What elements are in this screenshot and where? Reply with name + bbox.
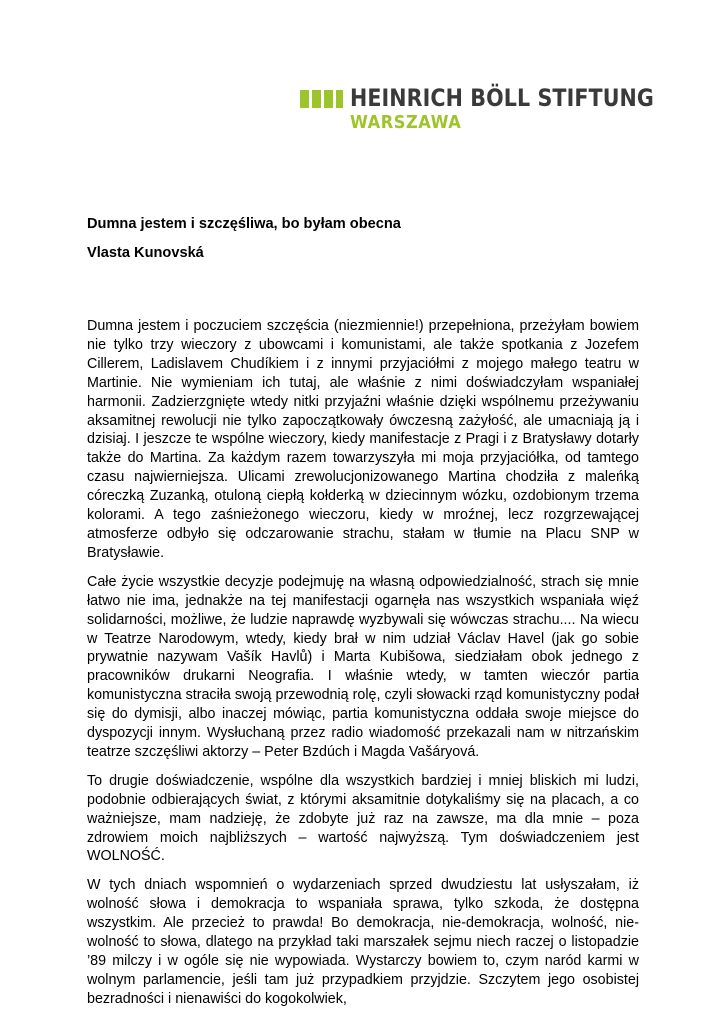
logo-city: WARSZAWA bbox=[350, 112, 462, 133]
document-author: Vlasta Kunovská bbox=[87, 245, 204, 261]
document-body bbox=[87, 317, 639, 1019]
logo-name: HEINRICH BÖLL STIFTUNG bbox=[350, 84, 654, 112]
body-paragraph: To drugie doświadczenie, wspólne dla wszystkich bardziej i mniej bliskich mi ludzi, podobnie odbierających świat, z którymi aksamitnie dotykaliśmy się na placach, a co ważniejsze, mam nadzieję, że zdobyte już raz na zawsze, ma dla mnie – poza zdrowiem moich najbliższych – wartość najwyższą. Tym doświadczeniem jest WOLNOŚĆ. bbox=[87, 772, 639, 865]
document-title: Dumna jestem i szczęśliwa, bo byłam obecna bbox=[87, 216, 401, 232]
logo-bar bbox=[312, 90, 321, 108]
logo-bar bbox=[324, 90, 333, 108]
body-paragraph: W tych dniach wspomnień o wydarzeniach sprzed dwudziestu lat usłyszałam, iż wolność słowa i demokracja to wspaniała sprawa, tylko szkoda, że dostępna wszystkim. Ale przecież to prawda! Bo demokracja, nie-demokracja, wolność, nie-wolność to słowa, dlatego na przykład taki marszałek sejmu niech raczej o listopadzie ’89 milczy i w ogóle się nie wypowiada. Wystarczy bowiem to, czym naród karmi w wolnym parlamencie, jeśli tam już przypadkiem przyjdzie. Szczytem jego osobistej bezradności i nienawiści do kogokolwiek, bbox=[87, 877, 639, 1007]
foundation-logo bbox=[300, 84, 654, 136]
logo-bar bbox=[300, 90, 309, 108]
body-paragraph: Całe życie wszystkie decyzje podejmuję na własną odpowiedzialność, strach się mnie łatwo nie ima, jednakże na tej manifestacji ogarnęła nas wszystkich wspaniała więź solidarności, możliwe, że ludzie naprawdę wyzbywali się wówczas strachu.... Na wiecu w Teatrze Narodowym, wtedy, kiedy brał w nim udział Václav Havel (jak go sobie prywatnie nazywam Vašík Havlů) i Marta Kubišowa, siedziałam obok jednego z pracowników drukarni Neografia. I właśnie wtedy, w tamten wieczór partia komunistyczna straciła swoją przewodnią rolę, czyli słowacki rząd komunistyczny podał się do dymisji, albo inaczej mówiąc, partia komunistyczna oddała swoje miejsce do dyspozycji innym. Wysłuchaną przez radio wiadomość przekazali nam w nitrzańskim teatrze szczęśliwi aktorzy – Peter Bzdúch i Magda Vašáryová. bbox=[87, 573, 639, 760]
body-paragraph: Dumna jestem i poczuciem szczęścia (niezmiennie!) przepełniona, przeżyłam bowiem nie tylko trzy wieczory z ubowcami i komunistami, ale także spotkania z Jozefem Cillerem, Ladislavem Chudíkiem i z innymi przyjaciółmi z mojego małego teatru w Martinie. Nie wymieniam ich tutaj, ale właśnie z nimi doświadczyłam wspaniałej harmonii. Zadzierzgnięte wtedy nitki przyjaźni właśnie dzięki wspólnemu przeżywaniu aksamitnej rewolucji nie tylko zapoczątkowały ówczesną zażyłość, ale umacniają ją i dzisiaj. I jeszcze te wspólne wieczory, kiedy manifestacje z Pragi i z Bratysławy dotarły także do Martina. Za każdym razem towarzyszyła mi moja przyjaciółka, od tamtego czasu najwierniejsza. Ulicami zrewolucjonizowanego Martina chodziła z maleńką córeczką Zuzanką, otuloną ciepłą kołderką w dziecinnym wózku, ozdobionym trzema kolorami. A tego zaśnieżonego wieczoru, kiedy w mroźnej, lecz rozgrzewającej atmosferze odbyło się odczarowanie strachu, stałam w tłumie na Placu SNP w Bratysławie. bbox=[87, 318, 639, 561]
logo-bar bbox=[336, 90, 343, 108]
logo-bars-icon bbox=[300, 90, 345, 108]
